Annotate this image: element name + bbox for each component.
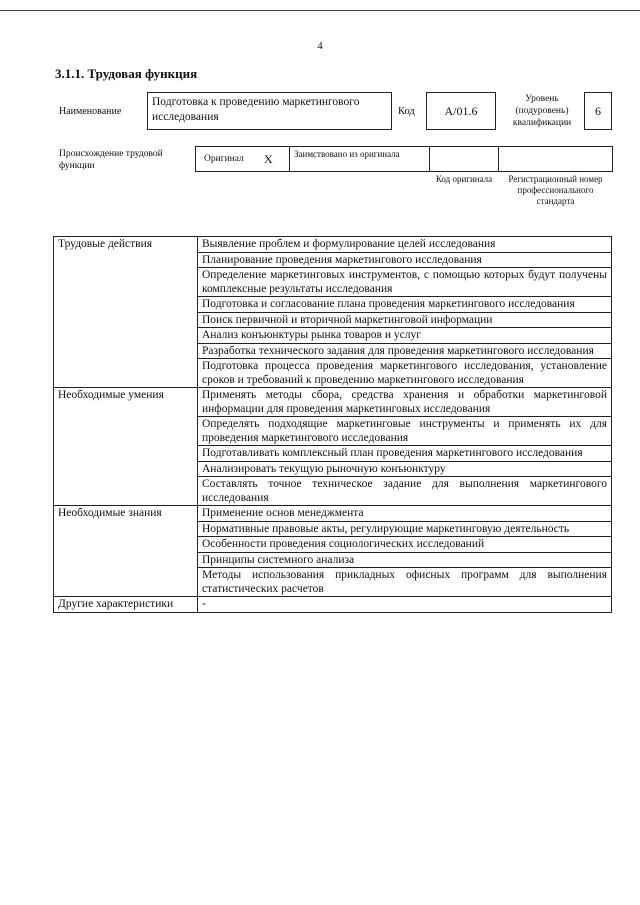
table-row [54, 506, 612, 522]
section-item-cell: Применять методы сбора, средства хранения и обработки маркетинговой информации для проведения маркетинговых исследования [198, 388, 612, 417]
origin-label: Происхождение трудовой функции [59, 149, 163, 171]
section-item-cell: Определять подходящие маркетинговые инструменты и применять их для проведения маркетингового исследования [198, 417, 612, 446]
section-item-cell: Разработка технического задания для проведения маркетингового исследования [198, 343, 612, 359]
section-item-cell: Анализировать текущую рыночную конъюнктуру [198, 461, 612, 477]
original-mark: X [264, 152, 273, 166]
code-original-label: Код оригинала [435, 174, 493, 184]
section-item-cell: Выявление проблем и формулирование целей исследования [198, 237, 612, 253]
section-title-cell: Другие характеристики [54, 597, 198, 613]
function-details-table [53, 236, 612, 613]
code-label: Код [398, 106, 415, 117]
section-item-cell: Подготовка и согласование плана проведения маркетингового исследования [198, 297, 612, 313]
section-item-cell: Особенности проведения социологических исследований [198, 537, 612, 553]
original-label: Оригинал [204, 154, 244, 164]
section-item-cell: Составлять точное техническое задание для выполнения маркетингового исследования [198, 477, 612, 506]
section-item-cell: - [198, 597, 612, 613]
function-code-box: A/01.6 [426, 92, 496, 130]
table-row [54, 237, 612, 253]
reg-number-cell [498, 146, 613, 172]
function-name-box: Подготовка к проведению маркетингового исследования [147, 92, 392, 130]
page-number: 4 [317, 40, 323, 52]
level-value-box: 6 [584, 92, 612, 130]
name-label: Наименование [59, 106, 122, 117]
section-item-cell: Подготовка процесса проведения маркетингового исследования, установление сроков и требований к проведению маркетингового исследования [198, 359, 612, 388]
section-item-cell: Анализ конъюнктуры рынка товаров и услуг [198, 328, 612, 344]
table-row [54, 597, 612, 613]
borrowed-label: Заимствовано из оригинала [294, 149, 400, 159]
reg-number-label: Регистрационный номер профессионального стандарта [508, 174, 603, 206]
borrowed-cell [289, 146, 430, 172]
section-item-cell: Принципы системного анализа [198, 552, 612, 568]
section-item-cell: Определение маркетинговых инструментов, с помощью которых будут получены комплексные результаты исследования [198, 268, 612, 297]
origin-row [195, 146, 613, 172]
section-item-cell: Нормативные правовые акты, регулирующие маркетинговую деятельность [198, 521, 612, 537]
original-cell [195, 146, 290, 172]
section-title: 3.1.1. Трудовая функция [55, 66, 198, 81]
level-label: Уровень (подуровень) квалификации [512, 94, 572, 128]
table-row [54, 388, 612, 417]
code-original-cell [429, 146, 499, 172]
section-title-cell: Необходимые умения [54, 388, 198, 506]
page-top-rule [0, 10, 640, 11]
section-title-cell: Необходимые знания [54, 506, 198, 597]
section-item-cell: Методы использования прикладных офисных программ для выполнения статистических расчетов [198, 568, 612, 597]
section-item-cell: Применение основ менеджмента [198, 506, 612, 522]
section-item-cell: Подготавливать комплексный план проведения маркетингового исследования [198, 446, 612, 462]
section-title-cell: Трудовые действия [54, 237, 198, 388]
section-item-cell: Поиск первичной и вторичной маркетинговой информации [198, 312, 612, 328]
section-item-cell: Планирование проведения маркетингового исследования [198, 252, 612, 268]
